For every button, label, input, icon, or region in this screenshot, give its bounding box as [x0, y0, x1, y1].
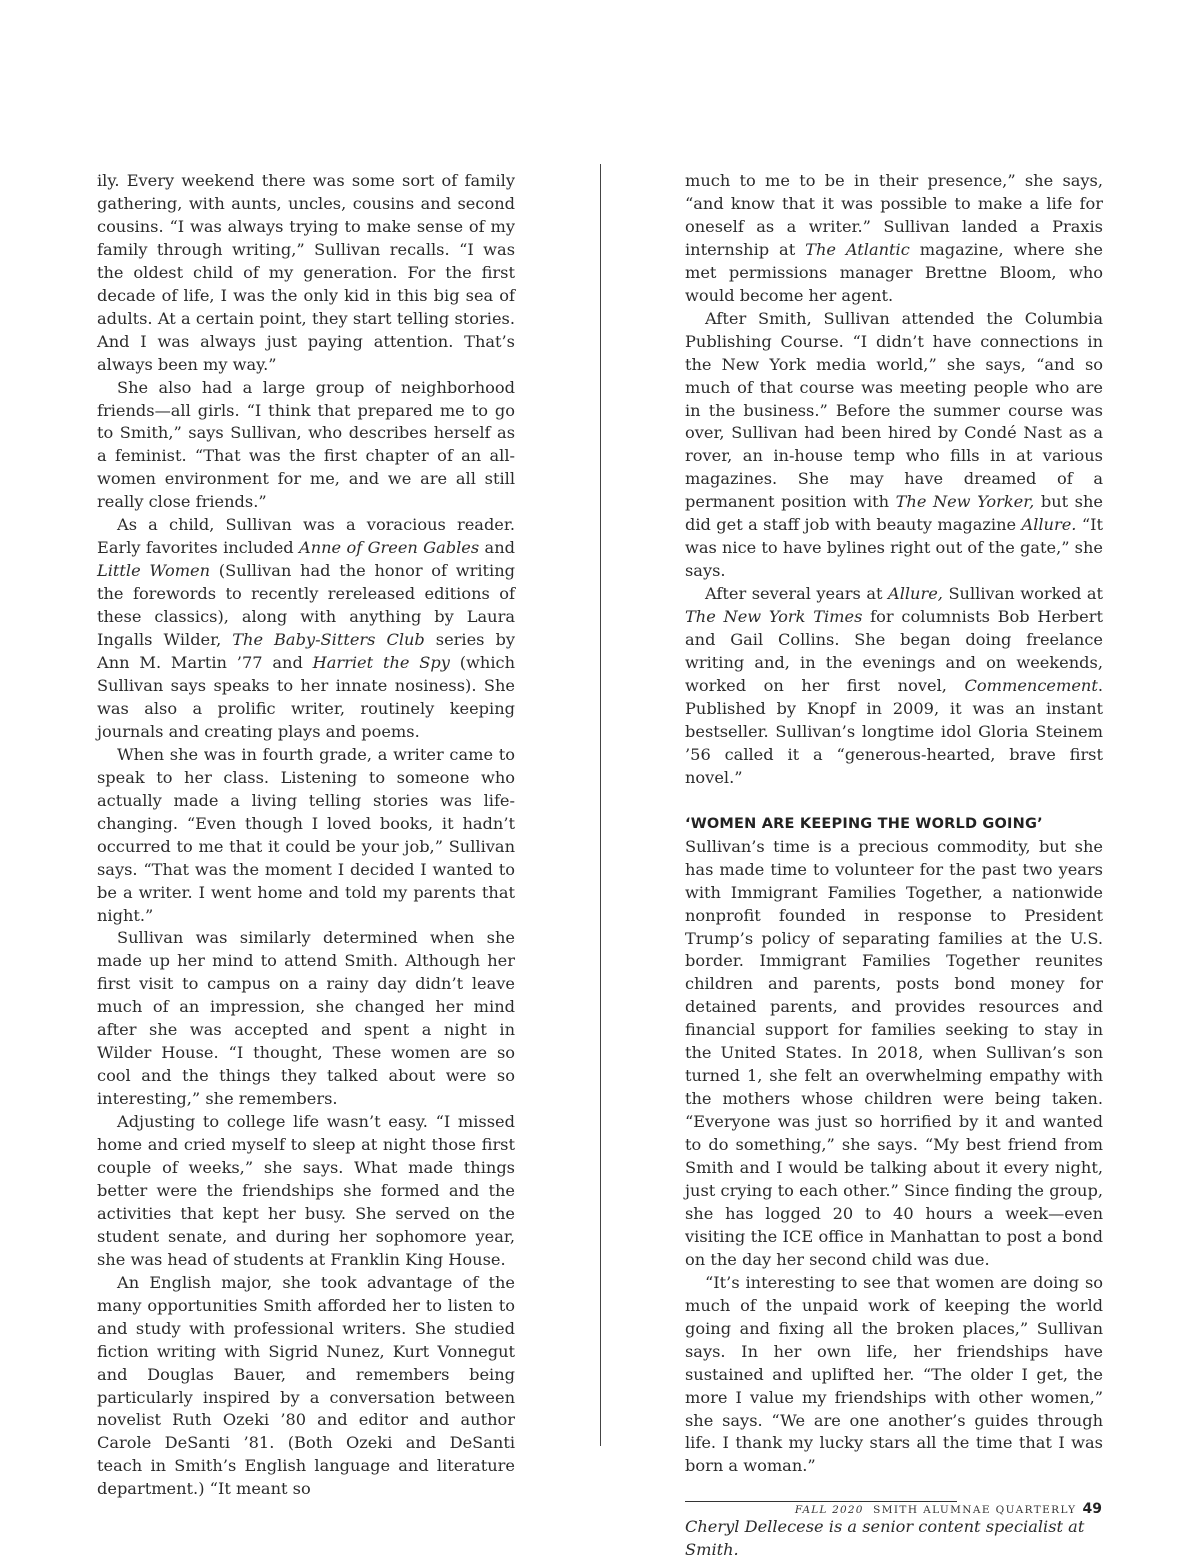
italic-title: The Atlantic [805, 239, 910, 259]
body-paragraph: “It’s interesting to see that women are doing so much of the unpaid work of keeping the world going and fixing all the broken places,” Sullivan says. In her own life, her friendships have sustained and uplifted her. “The older I get, the more I value my friendships with other women,” she says. “We are one another’s guides through life. I thank my lucky stars all the time that I was born a woman.” [685, 1272, 1103, 1476]
author-bio: Cheryl Dellecese is a senior content specialist at Smith. [685, 1517, 1085, 1560]
body-paragraph [685, 583, 1103, 790]
italic-title: The New York Times [685, 607, 863, 627]
body-paragraph [685, 170, 1103, 308]
text-run: . Published by Knopf in 2009, it was an instant bestseller. Sullivan’s longtime idol Gloria Steinem ’56 called it a “generous-hearted, brave first novel.” [685, 675, 1103, 787]
footer-season: FALL 2020 [794, 1504, 864, 1516]
body-paragraph: An English major, she took advantage of the many opportunities Smith afforded her to listen to and study with professional writers. She studied fiction writing with Sigrid Nunez, Kurt Vonnegut and Douglas Bauer, and remembers being particularly inspired by a conversation between novelist Ruth Ozeki ’80 and editor and author Carole DeSanti ’81. (Both Ozeki and DeSanti teach in Smith’s English language and literature department.) “It meant so [97, 1272, 515, 1499]
left-column [97, 170, 515, 1501]
text-run: for columnists Bob Herbert and Gail Collins. She began doing freelance writing and, in the evenings and on weekends, worked on her first novel, [685, 607, 1103, 695]
italic-title: The New Yorker, [895, 492, 1035, 512]
text-run: After several years at [705, 584, 889, 604]
page-footer [700, 1498, 1102, 1517]
italic-title: Little Women [97, 561, 211, 581]
running-footer [795, 1504, 1077, 1516]
body-paragraph: ily. Every weekend there was some sort of family gathering, with aunts, uncles, cousins and second cousins. “I was always trying to make sense of my family through writing,” Sullivan recalls. “I was the oldest child of my generation. For the first decade of life, I was the only kid in this big sea of adults. At a certain point, they start telling stories. And I was always just paying attention. That’s always been my way.” [97, 171, 515, 374]
italic-title: Commencement [964, 675, 1098, 695]
body-paragraph: When she was in fourth grade, a writer came to speak to her class. Listening to someone who actually made a living telling stories was life-changing. “Even though I loved books, it hadn’t occurred to me that it could be your job,” Sullivan says. “That was the moment I decided I wanted to be a writer. I went home and told my parents that night.” [97, 744, 515, 925]
body-paragraph: Sullivan was similarly determined when she made up her mind to attend Smith. Although her first visit to campus on a rainy day didn’t leave much of an impression, she changed her mind after she was accepted and spent a night in Wilder House. “I thought, These women are so cool and the things they talked about were so interesting,” she remembers. [97, 928, 515, 1109]
text-run: and [479, 538, 515, 558]
right-column [685, 170, 1103, 1562]
text-run: (which Sullivan says speaks to her innate nosiness). She was also a prolific writer, routinely keeping journals and creating plays and poems. [97, 653, 515, 741]
text-run: series by Ann M. Martin ’77 and [97, 630, 515, 673]
body-paragraph: Sullivan’s time is a precious commodity, but she has made time to volunteer for the past two years with Immigrant Families Together, a nationwide nonprofit founded in response to President Trump’s policy of separating families at the U.S. border. Immigrant Families Together reunites children and parents, posts bond money for detained parents, and provides resources and financial support for families seeking to stay in the United States. In 2018, when Sullivan’s son turned 1, she felt an overwhelming empathy with the mothers whose children were being taken. “Everyone was just so horrified by it and wanted to do something,” she says. “My best friend from Smith and I would be talking about it every night, just crying to each other.” Since finding the group, she has logged 20 to 40 hours a week—even visiting the ICE office in Manhattan to post a bond on the day her second child was due. [685, 836, 1103, 1269]
body-paragraph [97, 514, 515, 744]
text-run: As a child, Sullivan was a voracious reader. Early favorites included [97, 515, 515, 558]
body-paragraph: She also had a large group of neighborhood friends—all girls. “I think that prepared me to go to Smith,” says Sullivan, who describes herself as a feminist. “That was the first chapter of an all-women environment for me, and we are all still really close friends.” [97, 377, 515, 512]
body-paragraph [685, 308, 1103, 583]
column-divider [600, 164, 601, 1446]
italic-title: Anne of Green Gables [299, 538, 480, 558]
text-run: magazine, where she met permissions manager Brettne Bloom, who would become her agent. [685, 239, 1103, 305]
text-run: After Smith, Sullivan attended the Columbia Publishing Course. “I didn’t have connections in the New York media world,” she says, “and so much of that course was meeting people who are in the business.” Before the summer course was over, Sullivan had been hired by Condé Nast as a rover, an in-house temp who fills in at various magazines. She may have dreamed of a permanent position with [685, 308, 1103, 512]
text-run: but she did get a staff job with beauty magazine [685, 492, 1103, 535]
italic-title: The Baby-Sitters Club [232, 630, 425, 650]
footer-publication: SMITH ALUMNAE QUARTERLY [873, 1504, 1077, 1516]
text-run: Sullivan worked at [942, 584, 1103, 604]
text-run: (Sullivan had the honor of writing the forewords to recently rereleased editions of these classics), along with anything by Laura Ingalls Wilder, [97, 561, 515, 650]
body-paragraph: Adjusting to college life wasn’t easy. “I missed home and cried myself to sleep at night those first couple of weeks,” she says. What made things better were the friendships she formed and the activities that kept her busy. She served on the student senate, and during her sophomore year, she was head of students at Franklin King House. [97, 1112, 515, 1269]
section-heading: ‘WOMEN ARE KEEPING THE WORLD GOING’ [685, 815, 1043, 832]
text-run: “It was nice to have bylines right out of the gate,” she says. [685, 515, 1103, 581]
italic-title: Harriet the Spy [312, 653, 450, 673]
page-number: 49 [1082, 1501, 1102, 1517]
italic-title: Allure. [1021, 515, 1077, 535]
italic-title: Allure, [888, 584, 943, 604]
text-run: much to me to be in their presence,” she says, “and know that it was possible to make a life for oneself as a writer.” Sullivan landed a Praxis internship at [685, 171, 1103, 259]
